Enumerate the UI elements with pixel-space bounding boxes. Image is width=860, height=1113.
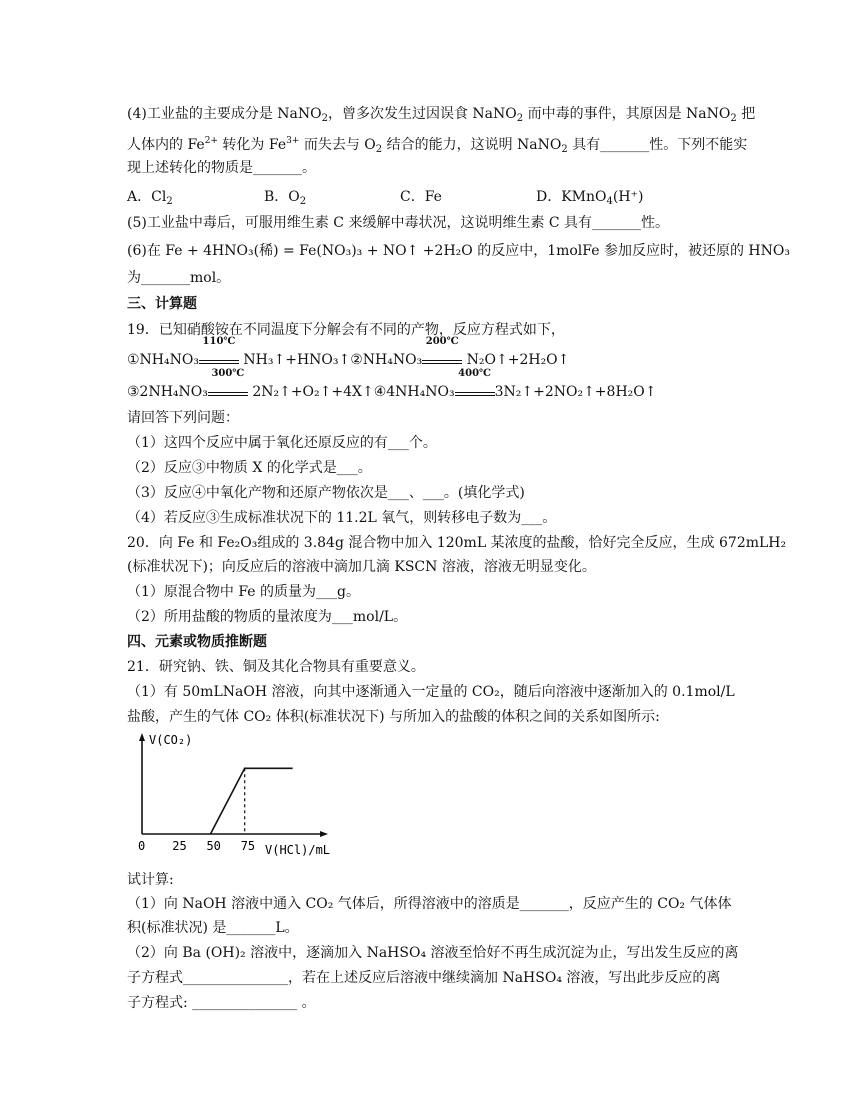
option-d: D．KMnO$_4$(H⁺) [536,189,644,207]
co2-volume-graph [127,730,357,860]
q21-calc2-line2: 子方程式_______________，若在上述反应后溶液中继续滴加 NaHSO₄ 溶液，写出此步反应的离 [127,970,721,986]
q19-sub2: （2）反应③中物质 X 的化学式是___。 [127,460,372,476]
q20-line1: 20．向 Fe 和 Fe₂O₃组成的 3.84g 混合物中加入 120mL 某浓度的盐酸，恰好完全反应，生成 672mLH₂ [127,535,787,551]
q18-part4-line3: 现上述转化的物质是_______。 [127,160,316,176]
condition-110c: 110℃ [199,348,239,364]
q19-sub1: （1）这四个反应中属于氧化还原反应的有___个。 [127,435,437,451]
q19-reactions-1-2: ①NH₄NO₃ 110℃ NH₃↑+HNO₃↑②NH₄NO₃ 200℃ N₂O↑+2H₂O↑ [127,336,570,368]
x-axis-arrow [320,831,328,837]
q19-sub4: （4）若反应③生成标准状况下的 11.2L 氧气，则转移电子数为___。 [127,510,557,526]
q19-ask: 请回答下列问题： [127,410,239,426]
q19-sub3: （3）反应④中氧化产物和还原产物依次是___、___。(填化学式) [127,485,525,501]
section-4-heading: 四、元素或物质推断题 [127,634,267,650]
x-axis-label: V(HCl)/mL [265,843,331,857]
q20-sub2: （2）所用盐酸的物质的量浓度为___mol/L。 [127,609,408,625]
condition-300c: 300℃ [208,380,248,396]
x-tick-label: 50 [206,839,221,853]
q19-intro: 19．已知硝酸铵在不同温度下分解会有不同的产物，反应方程式如下， [127,322,565,338]
q21-calc1-line2: 积(标准状况) 是_______L。 [127,920,299,936]
option-b: B．$O_2$ [264,189,307,207]
q20-line2: (标准状况下)；向反应后的溶液中滴加几滴 KSCN 溶液，溶液无明显变化。 [127,559,596,575]
q18-part4-line1: (4)工业盐的主要成分是 NaNO$_2$，曾多次发生过因误食 NaNO$_2$ 而中毒的事件，其原因是 NaNO$_2$ 把 [127,106,756,124]
q20-sub1: （1）原混合物中 Fe 的质量为___g。 [127,584,361,600]
q21-line2: 盐酸，产生的气体 CO₂ 体积(标准状况下) 与所加入的盐酸的体积之间的关系如图所示: [127,709,660,725]
series-line [210,768,292,834]
q18-part6-line2: 为_______mol。 [127,270,231,286]
option-c: C．Fe [400,189,442,205]
q21-calc2-line1: （2）向 Ba (OH)₂ 溶液中，逐滴加入 NaHSO₄ 溶液至恰好不再生成沉淀为止，写出发生反应的离 [127,945,739,961]
condition-400c: 400℃ [455,380,495,396]
q21-calc-heading: 试计算: [127,872,174,888]
y-axis-arrow [139,733,145,741]
option-a: A．$Cl_2$ [127,189,173,207]
x-tick-label: 75 [240,839,256,853]
section-3-heading: 三、计算题 [127,296,197,312]
q21-calc2-line3: 子方程式: _______________ 。 [127,995,316,1011]
q18-part5: (5)工业盐中毒后，可服用维生素 C 来缓解中毒状况，这说明维生素 C 具有_______性。 [127,215,670,231]
y-axis-label: V(CO₂) [149,733,193,747]
q18-part6-line1: (6)在 Fe + 4HNO₃(稀) = Fe(NO₃)₃ + NO↑ +2H₂O 的反应中，1molFe 参加反应时，被还原的 HNO₃ [127,243,790,259]
x-tick-label: 0 [138,839,146,853]
q21-intro: 21．研究钠、铁、铜及其化合物具有重要意义。 [127,659,425,675]
q18-part4-line2: 人体内的 $Fe^{2+}$ 转化为 $Fe^{3+}$ 而失去与 $O_2$ 结合的能力，这说明 NaNO$_2$ 具有_______性。下列不能实 [127,136,748,155]
x-tick-label: 25 [172,839,187,853]
q21-calc1-line1: （1）向 NaOH 溶液中通入 CO₂ 气体后，所得溶液中的溶质是_______，反应产生的 CO₂ 气体体 [127,896,732,912]
q19-reactions-3-4: ③2NH₄NO₃ 300℃ 2N₂↑+O₂↑+4X↑④4NH₄NO₃ 400℃ 3N₂↑+2NO₂↑+8H₂O↑ [127,368,657,400]
q21-line1: （1）有 50mLNaOH 溶液，向其中逐渐通入一定量的 CO₂，随后向溶液中逐渐加入的 0.1mol/L [127,684,735,700]
condition-200c: 200℃ [422,348,462,364]
